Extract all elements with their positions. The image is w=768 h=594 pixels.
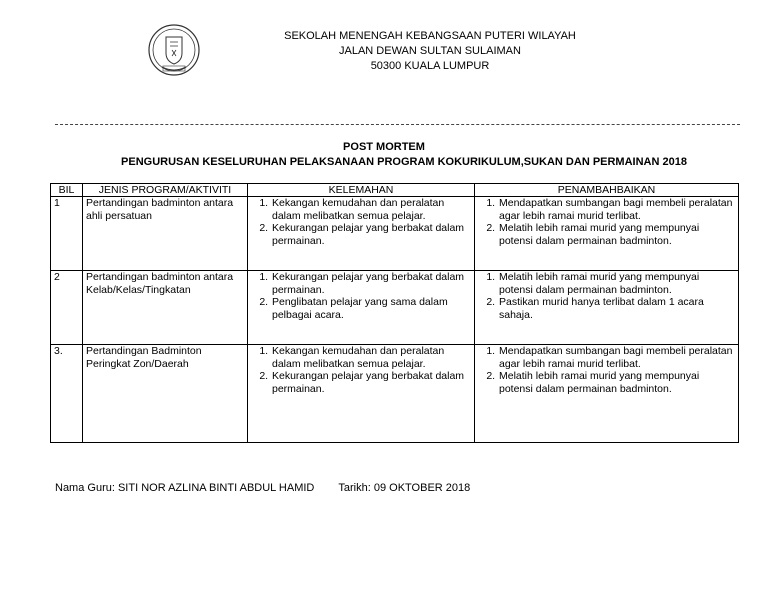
cell-bil: 2 xyxy=(51,271,83,345)
list-item: 2. Melatih lebih ramai murid yang mempunyai potensi dalam permainan badminton. xyxy=(498,222,735,247)
school-address-street: JALAN DEWAN SULTAN SULAIMAN xyxy=(339,45,521,57)
header-divider xyxy=(55,124,740,125)
cell-bil: 3. xyxy=(51,345,83,443)
header-program: JENIS PROGRAM/AKTIVITI xyxy=(83,184,248,197)
cell-penambahbaikan xyxy=(475,197,739,271)
list-item: 1. Melatih lebih ramai murid yang mempunyai potensi dalam permainan badminton. xyxy=(498,271,735,296)
document-subtitle: PENGURUSAN KESELURUHAN PELAKSANAAN PROGRAM KOKURIKULUM,SUKAN DAN PERMAINAN 2018 xyxy=(121,156,687,168)
cell-program: Pertandingan badminton antara ahli persatuan xyxy=(83,197,248,271)
list-item: 1. Kekangan kemudahan dan peralatan dalam melibatkan semua pelajar. xyxy=(271,345,471,370)
cell-kelemahan xyxy=(248,271,475,345)
table-header-row xyxy=(51,184,739,197)
list-item: 2. Penglibatan pelajar yang sama dalam pelbagai acara. xyxy=(271,296,471,321)
list-item: 2. Pastikan murid hanya terlibat dalam 1 acara sahaja. xyxy=(498,296,735,321)
cell-penambahbaikan xyxy=(475,271,739,345)
post-mortem-table xyxy=(50,183,739,443)
cell-kelemahan xyxy=(248,197,475,271)
list-item: 1. Mendapatkan sumbangan bagi membeli peralatan agar lebih ramai murid terlibat. xyxy=(498,197,735,222)
table-row xyxy=(51,345,739,443)
teacher-name: Nama Guru: SITI NOR AZLINA BINTI ABDUL HAMID xyxy=(55,482,315,494)
document-footer xyxy=(55,482,470,494)
school-header xyxy=(200,29,660,74)
document-date: Tarikh: 09 OKTOBER 2018 xyxy=(338,482,471,494)
cell-bil: 1 xyxy=(51,197,83,271)
list-item: 1. Kekangan kemudahan dan peralatan dalam melibatkan semua pelajar. xyxy=(271,197,471,222)
list-item: 2. Kekurangan pelajar yang berbakat dalam permainan. xyxy=(271,370,471,395)
school-crest-logo xyxy=(148,23,200,77)
cell-program: Pertandingan Badminton Peringkat Zon/Daerah xyxy=(83,345,248,443)
header-penambahbaikan: PENAMBAHBAIKAN xyxy=(475,184,739,197)
list-item: 1. Mendapatkan sumbangan bagi membeli peralatan agar lebih ramai murid terlibat. xyxy=(498,345,735,370)
header-kelemahan: KELEMAHAN xyxy=(248,184,475,197)
header-bil: BIL xyxy=(51,184,83,197)
cell-penambahbaikan xyxy=(475,345,739,443)
list-item: 2. Melatih lebih ramai murid yang mempunyai potensi dalam permainan badminton. xyxy=(498,370,735,395)
table-row xyxy=(51,197,739,271)
cell-program: Pertandingan badminton antara Kelab/Kelas/Tingkatan xyxy=(83,271,248,345)
school-name: SEKOLAH MENENGAH KEBANGSAAN PUTERI WILAYAH xyxy=(284,30,576,42)
list-item: 2. Kekurangan pelajar yang berbakat dalam permainan. xyxy=(271,222,471,247)
cell-kelemahan xyxy=(248,345,475,443)
list-item: 1. Kekurangan pelajar yang berbakat dalam permainan. xyxy=(271,271,471,296)
document-title: POST MORTEM xyxy=(343,141,425,153)
table-row xyxy=(51,271,739,345)
school-address-city: 50300 KUALA LUMPUR xyxy=(370,60,490,72)
